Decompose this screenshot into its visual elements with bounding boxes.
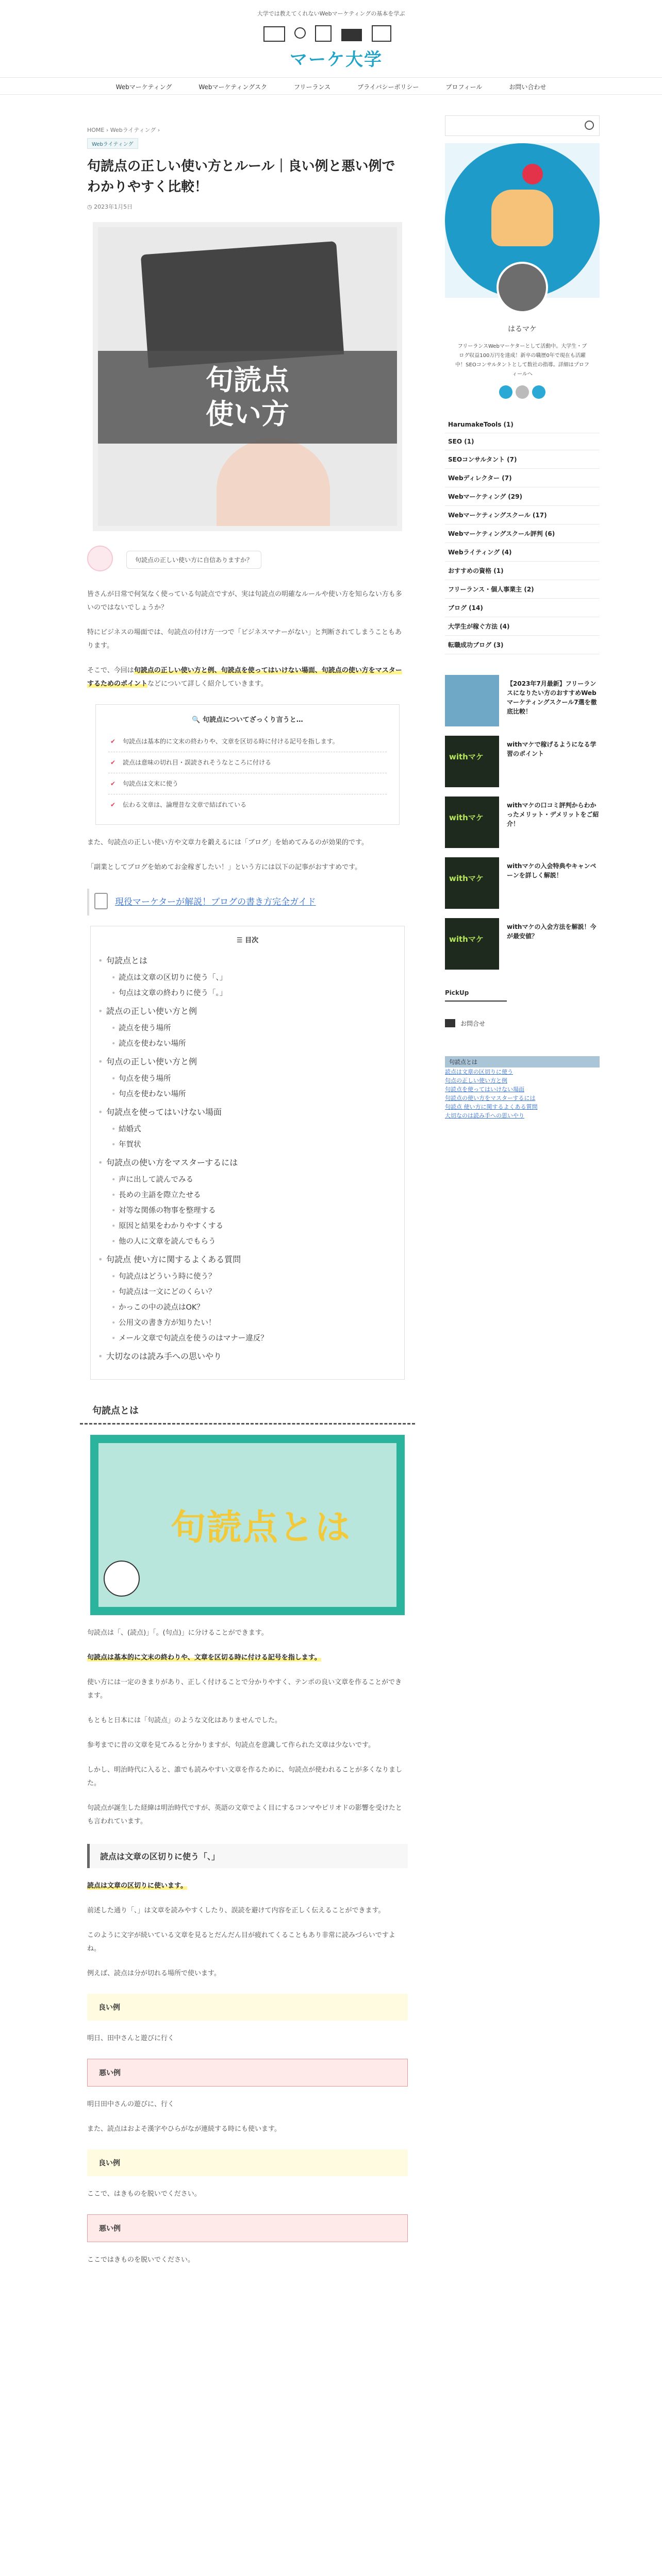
toc-item[interactable]: • 句読点を使ってはいけない場面 [106,1100,389,1120]
toc-list [106,948,389,1364]
highlight-text: 句読点の正しい使い方と例、句読点を使ってはいけない場面、句読点の使い方をマスターするためのポイント [87,667,402,688]
character-icon [104,1561,140,1597]
toc-subitem[interactable]: • 句点を使う場所 [106,1069,389,1084]
heart-icon [522,164,543,184]
category-item[interactable]: おすすめの資格 (1) [445,562,600,580]
summary-item: ✔ 伝わる文章は、論理昔な文章で結ばれている [108,794,387,815]
contact-link[interactable] [445,1017,600,1030]
paragraph: 前述した通り「、」は文章を読みやすくしたり、誤読を避けて内容を正しく伝えることができます。 [87,1907,385,1914]
toc-title: ☰ 目次 [236,937,259,944]
paragraph: 皆さんが日常で何気なく使っている句読点ですが、実は句読点の明確なルールや使い方を知らない方も多いのではないでしょうか？ [87,590,402,612]
category-item[interactable]: Webマーケティングスクール評判 (6) [445,524,600,543]
post-item[interactable] [445,796,600,848]
category-item[interactable]: HarumakeTools (1) [445,416,600,433]
nav-privacy-policy[interactable]: プライバシーポリシー [357,83,419,91]
paragraph [87,1879,408,1893]
post-thumbnail[interactable] [445,675,499,726]
logo-text: マーケ大学 [290,49,383,70]
post-title[interactable]: withマケの入会特典やキャンペーンを詳しく解説！ [507,862,597,879]
article-main [80,110,415,2267]
hand-illustration [217,438,330,531]
eyecatch-title-2: 使い方 [206,398,289,430]
paragraph: 例えば、読点は分が切れる場所で使います。 [87,1970,221,1977]
post-thumbnail-text: withマケ [449,752,484,761]
table-of-contents [90,926,405,1380]
search-input[interactable] [445,115,600,136]
toc-subitem[interactable]: • 結婚式 [106,1120,389,1135]
toc-title-text: 目次 [245,937,259,944]
post-item[interactable] [445,918,600,970]
eyecatch-image [93,222,402,531]
toc-subitem[interactable]: • 公用文の書き方が知りたい！ [106,1313,389,1329]
toc-subitem[interactable]: • 句点を使わない場所 [106,1084,389,1100]
sidebar-toc-link[interactable]: 句点の正しい使い方と例 [445,1077,507,1084]
summary-box [95,704,400,825]
paragraph: このように文字が続いている文章を見るとだんだん目が疲れてくることもあり非常に読みづらいですよね。 [87,1931,395,1953]
toc-subitem[interactable]: • 他の人に文章を読んでもらう [106,1232,389,1247]
toc-subitem[interactable]: • 年賀状 [106,1135,389,1150]
summary-item: ✔ 句読点は文末に使う [108,773,387,794]
nav-web-marketing-school[interactable]: Webマーケティングスク [198,83,267,91]
text: そこで、今回は [87,667,134,674]
post-item[interactable] [445,857,600,909]
category-list [445,416,600,654]
paragraph: また、句読点の正しい使い方や文章力を鍛えるには「ブログ」を始めてみるのが効果的です。 [87,839,368,846]
category-item[interactable]: Webディレクター (7) [445,469,600,487]
post-thumbnail[interactable] [445,918,499,970]
global-nav [0,77,662,95]
paragraph: もともと日本には「句読点」のような文化はありませんでした。 [87,1717,282,1724]
post-thumbnail-text: withマケ [449,935,484,944]
summary-item: ✔ 読点は意味の切れ目・誤読されそうなところに付ける [108,752,387,773]
toc-subitem[interactable]: • 読点は文章の区切りに使う「、」 [106,968,389,984]
good-example-label: 良い例 [87,2149,408,2176]
sidebar-toc-link[interactable]: 句読点の使い方をマスターするには [445,1095,536,1101]
speaker-avatar [87,546,113,571]
post-item[interactable] [445,736,600,787]
article-title: 句読点の正しい使い方とルール｜良い例と悪い例でわかりやすく比較！ [87,159,395,195]
toc-item[interactable]: • 句読点の使い方をマスターするには [106,1150,389,1170]
toc-subitem[interactable]: • 句点は文章の終わりに使う「。」 [106,984,389,999]
related-link[interactable]: 現役マーケターが解説！ブログの書き方完全ガイド [115,897,316,907]
contact-label: お問合せ [460,1020,486,1027]
paragraph: 参考までに昔の文章を見てみると分かりますが、句読点を意識して作られた文章は少ないです。 [87,1741,375,1749]
nav-profile[interactable]: プロフィール [445,83,483,91]
publish-date: ◷ 2023年1月5日 [87,204,133,210]
post-thumbnail-text: withマケ [449,813,484,822]
breadcrumb[interactable]: HOME › Webライティング › [87,127,160,133]
profile-name: はるマケ [508,325,537,333]
toc-item[interactable]: • 読点の正しい使い方と例 [106,999,389,1019]
pickup-heading: PickUp [445,985,507,1002]
paragraph: また、読点はおよそ漢字やひらがなが連続する時にも使います。 [87,2125,281,2133]
section-image [90,1435,405,1615]
toc-subitem[interactable]: • 声に出して読んでみる [106,1170,389,1185]
site-logo[interactable] [228,22,434,73]
social-links [445,385,600,401]
document-icon [94,893,108,909]
category-item[interactable]: フリーランス・個人事業主 (2) [445,580,600,599]
sidebar-toc-head[interactable]: 句読点とは [445,1056,600,1067]
toc-subitem[interactable]: • 原因と結果をわかりやすくする [106,1216,389,1232]
paragraph: 使い方には一定のきまりがあり、正しく付けることで分かりやすく、テンポの良い文章を作ることができます。 [87,1679,402,1700]
paragraph: 句読点は「、(読点)」「。(句点)」に分けることができます。 [87,1629,268,1637]
section-image-inner [98,1443,396,1607]
recent-posts [445,675,600,970]
laptop-illustration [141,241,344,368]
site-header [0,0,662,77]
category-item[interactable]: 大学生が稼ぐ方法 (4) [445,617,600,636]
post-thumbnail[interactable] [445,736,499,787]
toc-item[interactable]: • 大切なのは読み手への思いやり [106,1344,389,1364]
category-item[interactable]: Webマーケティング (29) [445,487,600,506]
site-tagline: 大学では教えてくれないWebマーケティングの基本を学ぶ [257,10,405,17]
text: などについて詳しく紹介していきます。 [147,680,268,688]
summary-title: 🔍 句読点についてざっくり言うと… [192,716,303,724]
toc-subitem[interactable]: • 句読点はどういう時に使う？ [106,1267,389,1282]
highlight-text: 句読点は基本的に文末の終わりや、文章を区切る時に付ける記号を指します。 [87,1654,321,1662]
post-thumbnail[interactable] [445,857,499,909]
thumbs-up-icon [491,190,553,246]
paragraph: 「副業としてブログを始めてお金稼ぎしたい！」という方には以下の記事がおすすめです。 [87,863,362,871]
twitter-icon[interactable] [499,385,512,399]
post-thumbnail-text: withマケ [449,874,484,883]
publish-date-text: 2023年1月5日 [94,204,133,210]
paragraph [87,1651,408,1665]
summary-title-text: 句読点についてざっくり言うと… [202,716,303,724]
example-text: 明日、田中さんと遊びに行く [87,2035,175,2042]
toc-item[interactable]: • 句読点 使い方に関するよくある質問 [106,1247,389,1267]
profile-description: フリーランスWebマーケターとして活動中。大学生・ブログ収益100万円を達成！新卒の職歴0年で現在も活躍中！SEOコンサルタントとして数社の指導。詳細はプロフィールへ [455,344,589,377]
sidebar [445,110,600,1120]
subsection-heading: 読点は文章の区切りに使う「、」 [87,1844,408,1868]
nav-freelance[interactable]: フリーランス [293,83,331,91]
toc-item[interactable]: • 句点の正しい使い方と例 [106,1049,389,1069]
paragraph [87,664,408,691]
toc-subitem[interactable]: • 長めの主語を際立たせる [106,1185,389,1201]
avatar [496,262,548,313]
toc-subitem[interactable]: • 読点を使う場所 [106,1019,389,1034]
paragraph: しかし、明治時代に入ると、誰でも読みやすい文章を作るために、句読点が使われることが多くなりました。 [87,1766,403,1787]
post-item[interactable] [445,675,600,726]
paragraph: 特にビジネスの場面では、句読点の付け方一つで「ビジネスマナーがない」と判断されてしまうこともあります。 [87,629,402,650]
category-item[interactable]: 転職成功ブログ (3) [445,636,600,654]
speech-row [87,546,408,577]
post-title[interactable]: withマケの口コミ評判からわかったメリット・デメリットをご紹介！ [507,802,599,827]
toc-subitem[interactable]: • 対等な関係の物事を整理する [106,1201,389,1216]
sidebar-toc-link[interactable]: 読点は文章の区切りに使う [445,1069,513,1075]
speech-bubble: 句読点の正しい使い方に自信ありますか？ [126,551,261,569]
mail-icon [445,1019,455,1027]
section-heading: 句読点とは [80,1397,415,1425]
category-item[interactable]: Webマーケティングスクール (17) [445,506,600,524]
bad-example-label: 悪い例 [87,2214,408,2242]
category-badge[interactable]: Webライティング [87,138,138,149]
sidebar-toc-link[interactable]: 句読点を使ってはいけない場面 [445,1086,524,1093]
sidebar-toc [445,1056,600,1120]
toc-subitem[interactable]: • 読点を使わない場所 [106,1034,389,1049]
category-item[interactable]: ブログ (14) [445,599,600,617]
sidebar-toc-link[interactable]: 大切なのは読み手への思いやり [445,1112,524,1119]
good-example-label: 良い例 [87,1994,408,2021]
category-item[interactable]: SEOコンサルタント (7) [445,450,600,469]
toc-subitem[interactable]: • かっこの中の読点はOK？ [106,1298,389,1313]
logo-illustration-icon [259,23,403,43]
profile-banner [445,143,600,298]
search-icon[interactable] [585,121,594,130]
toc-subitem[interactable]: • 句読点は一文にどのくらい？ [106,1282,389,1298]
eyecatch-title-1: 句読点 [206,364,289,396]
category-item[interactable]: SEO (1) [445,433,600,450]
nav-web-marketing[interactable]: Webマーケティング [115,83,172,91]
summary-item: ✔ 句読点は基本的に文末の終わりや、文章を区切る時に付ける記号を指します。 [108,731,387,752]
example-text: ここで、はきものを脱いでください。 [87,2190,201,2198]
category-item[interactable]: Webライティング (4) [445,543,600,562]
post-title[interactable]: withマケで稼げるようになる学習のポイント [507,741,597,757]
sidebar-toc-list [445,1067,600,1120]
nav-contact[interactable]: お問い合わせ [509,83,547,91]
youtube-icon[interactable] [532,385,545,399]
paragraph: 句読点が誕生した経緯は明治時代ですが、英語の文章でよく目にするコンマやピリオドの影響を受けたとも言われています。 [87,1804,402,1825]
bad-example-label: 悪い例 [87,2059,408,2087]
highlight-text: 読点は文章の区切りに使います。 [87,1882,187,1890]
post-title[interactable]: 【2023年7月最新】フリーランスになりたい方のおすすめWebマーケティングスクール7選を徹底比較！ [507,680,597,715]
related-link-card[interactable] [87,889,408,916]
toc-item[interactable]: • 句読点とは [106,948,389,968]
eyecatch-band [98,351,397,444]
example-text: 明日田中さんの遊びに、行く [87,2100,175,2108]
example-text: ここではきものを脱いでください。 [87,2256,195,2264]
toc-subitem[interactable]: • メール文章で句読点を使うのはマナー違反？ [106,1329,389,1344]
post-title[interactable]: withマケの入会方法を解説！今が最安値？ [507,923,597,940]
instagram-icon[interactable] [516,385,529,399]
sidebar-toc-link[interactable]: 句読点 使い方に関するよくある質問 [445,1104,538,1110]
post-thumbnail[interactable] [445,796,499,848]
section-image-title: 句読点とは [171,1507,352,1548]
